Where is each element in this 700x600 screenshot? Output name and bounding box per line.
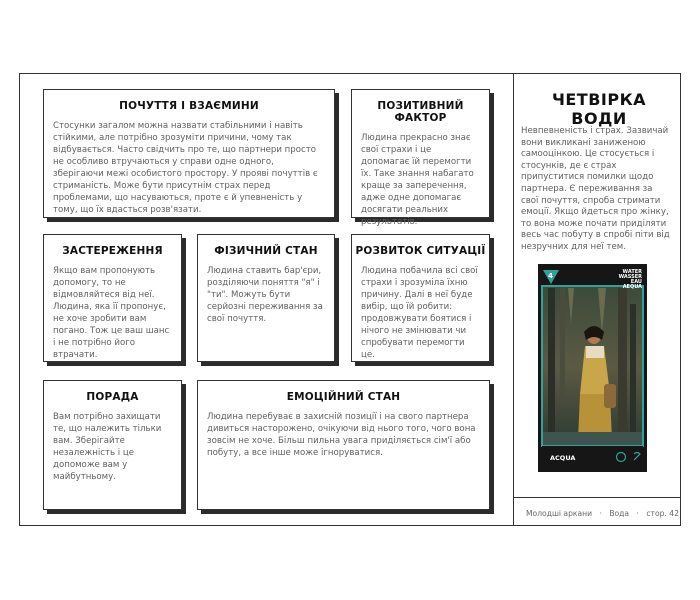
card-relationships [43,89,335,218]
card-advice [43,380,182,510]
tarot-name: WATER [622,269,642,275]
card-title: ПОЧУТТЯ І ВЗАЄМИНИ [119,100,259,112]
footer-page: стор. 42 [646,509,679,518]
footer-suit: Вода [609,509,630,518]
tarot-card-image [538,264,647,472]
card-text: Людина ставить бар'єри, розділяючи поняття "я" і "ти". Можуть бути серйозні переживання за свої почуття. [207,266,323,324]
intro-text: Невпевненість і страх. Зазвичай вони викликані заниженою самооцінкою. Це стосується і стосунків, де є страх припуститися помилки щодо партнера. Є переживання за свої почуття, спроба стримати емоції. Якщо йдеться про жінку, то вона може почати приділяти весь час побуту в спробі піти від незручних для неї тем. [521,126,670,252]
card-text: Людина побачила всі свої страхи і зрозуміла їхню причину. Далі в неї буде вибір, що їй робити: продовжувати боятися і нічого не змінювати чи спробувати перемогти це. [361,266,478,360]
card-text: Вам потрібно захищати те, що належить тільки вам. Зберігайте незалежність і це допоможе вам у майбутньому. [53,412,162,482]
card-title: РОЗВИТОК СИТУАЦІЇ [355,245,486,257]
card-emotional [197,380,490,510]
footer [526,509,679,518]
tarot-number: 4 [548,272,553,280]
card-title: ПОЗИТИВНИЙ ФАКТОР [377,100,464,124]
card-title: ПОРАДА [86,391,139,403]
tarot-name: AEQUA [622,284,642,290]
card-positive [351,89,490,227]
footer-separator: · [636,509,639,518]
footer-section: Молодші аркани [526,509,593,518]
column-divider [513,73,514,526]
card-development [351,234,490,362]
footer-separator: · [599,509,602,518]
card-text: Людина прекрасно знає свої страхи і це допомагає їй перемогти їх. Таке знання набагато краще за заперечення, адже одне допомагає досягати реальних результатів. [361,133,474,227]
tarot-name: EAU [630,279,642,285]
footer-divider [513,497,681,498]
card-text: Людина перебуває в захисній позиції і на свого партнера дивиться насторожено, очікуючи від нього того, чого вона зовсім не хоче. Більш пильна увага приділяється сім'ї або побуту, а все інше може ігноруватися. [207,412,476,458]
card-text: Стосунки загалом можна назвати стабільними і навіть стійкими, але потрібно зрозуміти причини, чому так відбувається. Часто свідчить про те, що партнери просто не особливо втручаються у справи одне одного, зберігаючи межі особистого простору. У прояві почуттів є стриманість. Може бути присутнім страх перед проблемами, що насуваються, проте є й упевненість у тому, що їх вдасться розв'язати. [53,121,318,215]
card-title: ЕМОЦІЙНИЙ СТАН [286,391,401,403]
card-warning [43,234,182,362]
tarot-card-illustration [538,264,647,472]
card-title: ЗАСТЕРЕЖЕННЯ [62,245,163,257]
tarot-bottom-label: ACQUA [550,454,576,462]
tarot-name: WASSER [618,274,642,280]
page-title: ЧЕТВІРКА ВОДИ [551,90,647,128]
card-text: Якщо вам пропонують допомогу, то не відмовляйтеся від неї. Людина, яка її пропонує, не хоче зробити вам погано. Тож це ваш шанс і не потрібно його втрачати. [53,266,170,360]
card-physical [197,234,335,362]
card-title: ФІЗИЧНИЙ СТАН [214,245,318,257]
